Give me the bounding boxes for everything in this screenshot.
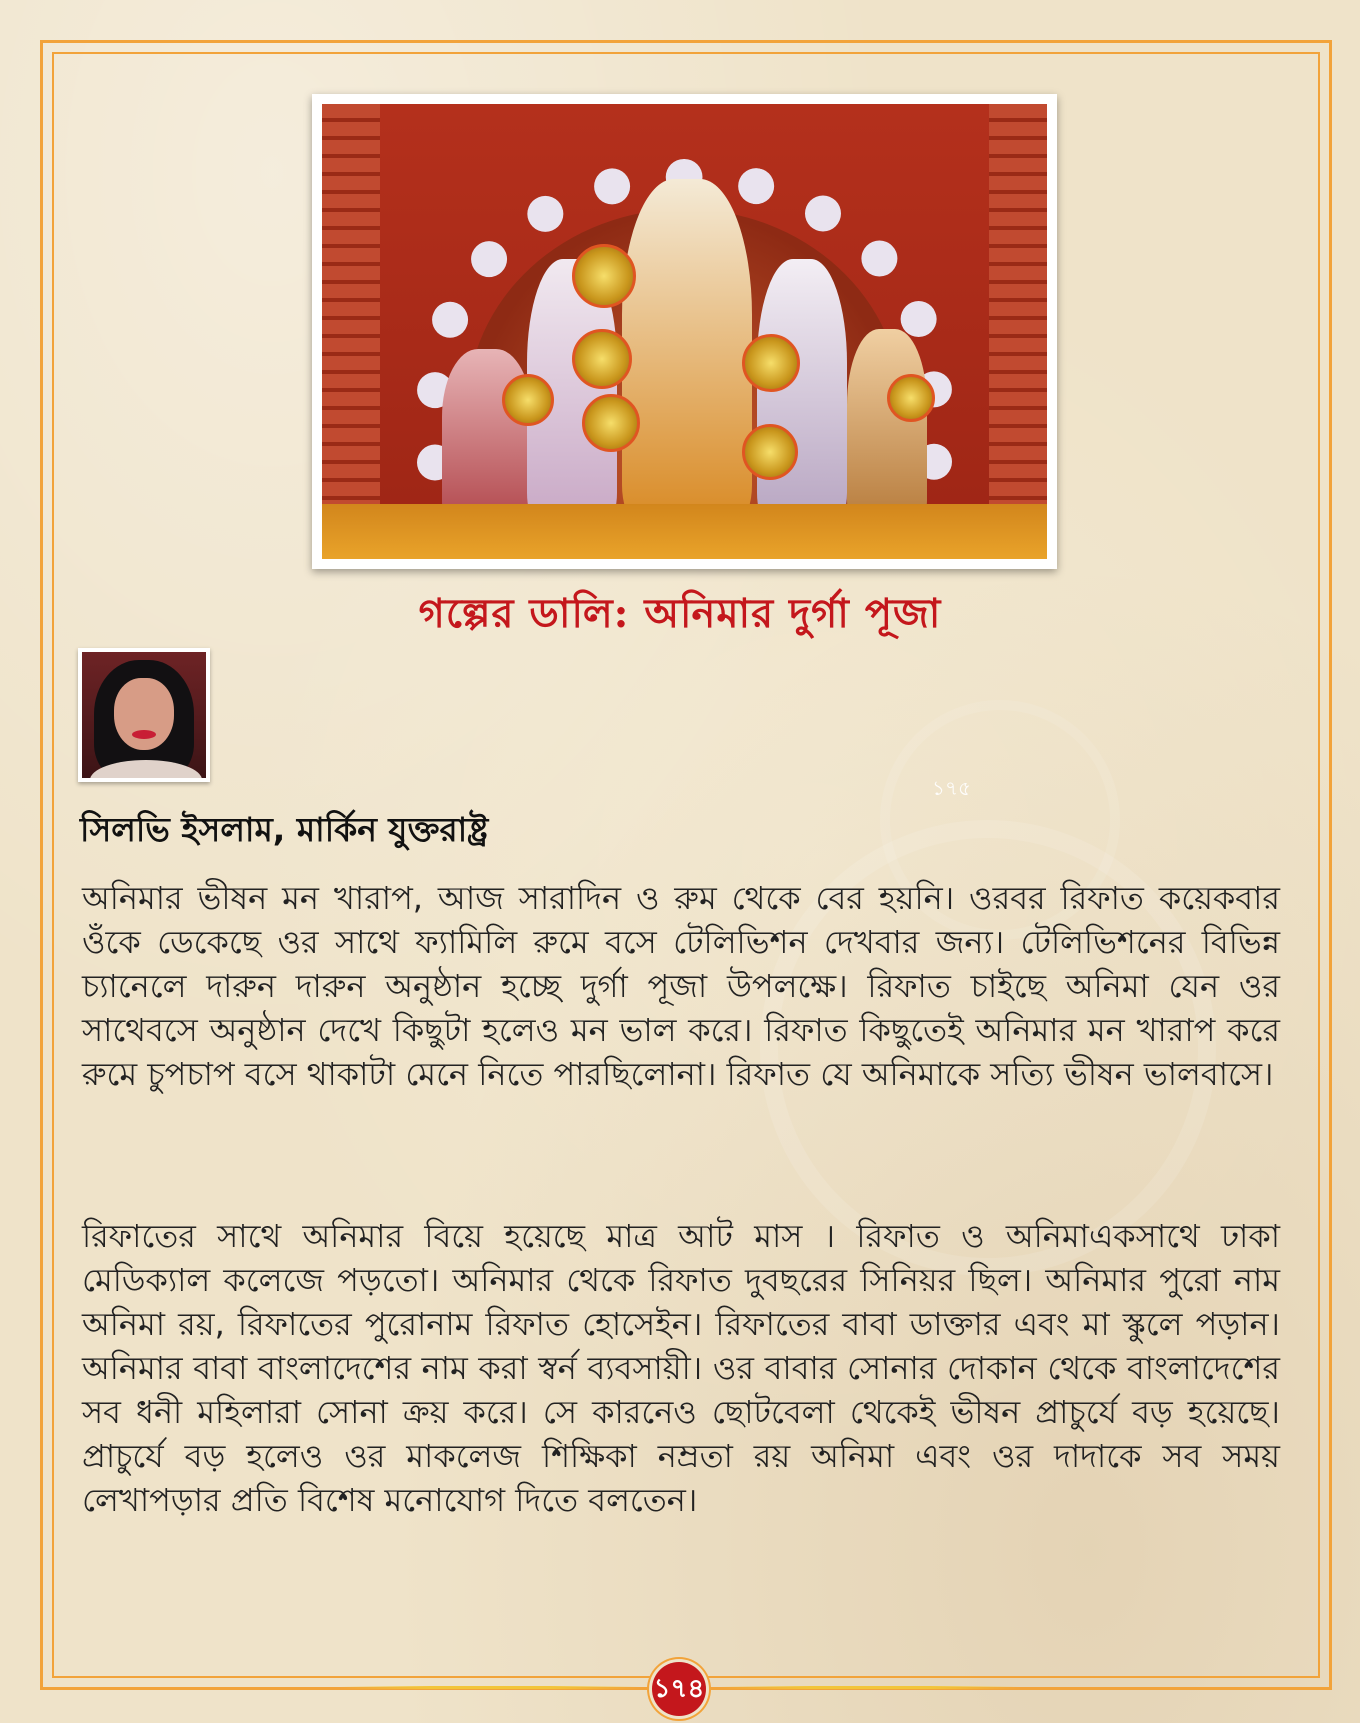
- author-portrait: [82, 652, 206, 778]
- story-paragraph-2: রিফাতের সাথে অনিমার বিয়ে হয়েছে মাত্র আট মাস । রিফাত ও অনিমাএকসাথে ঢাকা মেডিক্যাল কলেজে পড়তো। অনিমার থেকে রিফাত দুবছরের সিনিয়র ছিল। অনিমার পুরো নাম অনিমা রয়, রিফাতের পুরোনাম রিফাত হোসেইন। রিফাতের বাবা ডাক্তার এবং মা স্কুলে পড়ান। অনিমার বাবা বাংলাদেশের নাম করা স্বর্ন ব্যবসায়ী। ওর বাবার সোনার দোকান থেকে বাংলাদেশের সব ধনী মহিলারা সোনা ক্রয় করে। সে কারনেও ছোটবেলা থেকেই ভীষন প্রাচুর্যে বড় হয়েছে। প্রাচুর্যে বড় হলেও ওর মাকলেজ শিক্ষিকা নম্রতা রয় অনিমা এবং ওর দাদাকে সব সময় লেখাপড়ার প্রতি বিশেষ মনোযোগ দিতে বলতেন।: [82, 1217, 1280, 1519]
- golden-ornament: [572, 244, 636, 308]
- portrait-face: [114, 678, 174, 750]
- portrait-lips: [132, 730, 156, 739]
- durga-puja-image: [322, 104, 1047, 559]
- footer-line-right: [720, 1686, 1020, 1689]
- story-paragraph-1: অনিমার ভীষন মন খারাপ, আজ সারাদিন ও রুম থেকে বের হয়নি। ওরবর রিফাত কয়েকবার ওঁকে ডেকেছে ওর সাথে ফ্যামিলি রুমে বসে টেলিভিশন দেখবার জন্য। টেলিভিশনের বিভিন্ন চ্যানেলে দারুন দারুন অনুষ্ঠান হচ্ছে দুর্গা পূজা উপলক্ষে। রিফাত চাইছে অনিমা যেন ওর সাথেবসে অনুষ্ঠান দেখে কিছুটা হলেও মন ভাল করে। রিফাত কিছুতেই অনিমার মন খারাপ করে রুমে চুপচাপ বসে থাকাটা মেনে নিতে পারছিলোনা। রিফাত যে অনিমাকে সত্যি ভীষন ভালবাসে।: [82, 879, 1280, 1093]
- golden-ornament: [572, 329, 632, 389]
- page-number-badge: ১৭৪: [652, 1662, 706, 1716]
- author-name: সিলভি ইসলাম, মার্কিন যুক্তরাষ্ট্র: [80, 810, 489, 849]
- durga-puja-photo: [312, 94, 1057, 569]
- footer-line-left: [340, 1686, 640, 1689]
- flower-floor: [322, 504, 1047, 559]
- golden-ornament: [742, 424, 798, 480]
- golden-ornament: [742, 334, 800, 392]
- right-pillar: [989, 104, 1047, 559]
- golden-ornament: [582, 394, 640, 452]
- faint-page-mark: ১৭৫: [932, 776, 971, 800]
- story-title: গল্পের ডালি: অনিমার দুর্গা পূজা: [418, 590, 942, 637]
- golden-ornament: [887, 374, 935, 422]
- golden-ornament: [502, 374, 554, 426]
- kartik-figure: [847, 329, 927, 519]
- left-pillar: [322, 104, 380, 559]
- author-photo: [78, 648, 210, 782]
- durga-figure: [622, 179, 752, 519]
